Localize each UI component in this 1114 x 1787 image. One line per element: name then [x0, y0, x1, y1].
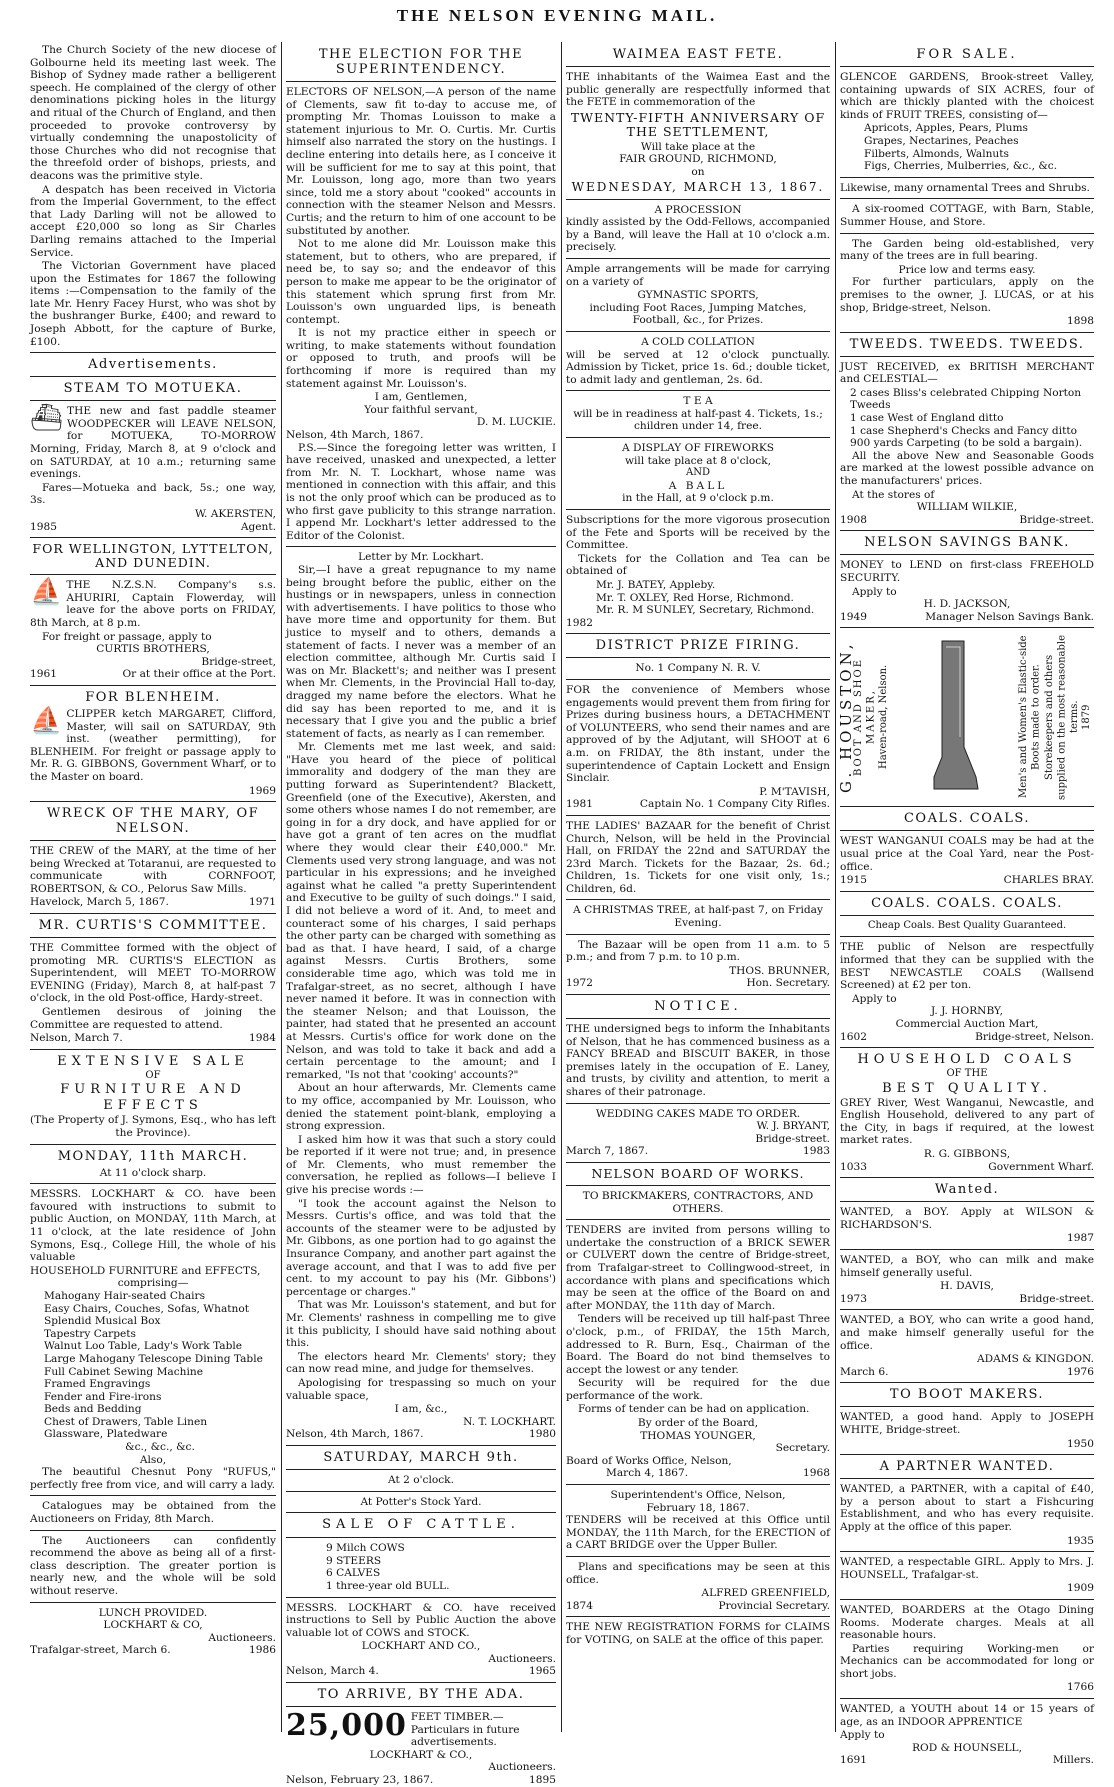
- ad-number: 1908: [840, 513, 867, 526]
- ad-number: 1950: [1067, 1437, 1094, 1450]
- ad-heading: FOR SALE.: [916, 47, 1018, 62]
- ad-body: TENDERS are invited from persons willing to undertake the construction of a BRICK SEWER or CULVERT down the centre of Bridge-street, from Trafalgar-street to Collingwood-street, in accordance with plans and specifications which may be seen at the office of the Board on and after MONDAY, the 11th day of March.: [566, 1224, 830, 1312]
- ad-heading: TWENTY-FIFTH ANNIVERSARY OF THE SETTLEMENT,: [570, 109, 826, 139]
- ad-text: will take place at 8 o'clock,: [624, 454, 772, 467]
- ad-subheading: A DISPLAY OF FIREWORKS: [621, 442, 775, 455]
- ad-body: JUST RECEIVED, ex BRITISH MERCHANT and CELESTIAL—: [840, 360, 1094, 386]
- ad-text: Plans and specifications may be seen at this office.: [566, 1561, 830, 1586]
- ad-signature: H. D. JACKSON,: [923, 598, 1011, 611]
- ad-body: MESSRS. LOCKHART & CO. have been favoured with instructions to submit to public Auction, on MONDAY, 11th March, at 11 o'clock, at the late residence of John Symons, Esq., College Hill, the whole of his valuable: [30, 1188, 276, 1264]
- ad-number: 1602: [840, 1030, 867, 1043]
- letter-signature: D. M. LUCKIE.: [476, 416, 556, 429]
- ad-number: 1971: [249, 896, 276, 909]
- ad-signature: CHARLES BRAY.: [1003, 874, 1094, 887]
- article-paragraph: P.S.—Since the foregoing letter was written, I have received, unasked and unexpected, a letter from Mr. N. T. Lockhart, whose name was mentioned in connection with this affair, and this is not the only proof which can be produced as to who first gave publicity to this strange narration. I append Mr. Lockhart's letter addressed to the Editor of the Colonist.: [286, 441, 556, 542]
- ship-icon: ⛵: [30, 705, 63, 736]
- news-paragraph: The Church Society of the new diocese of Golbourne held its meeting last week. The Bishop of Sydney made rather a belligerent speech. He complained of the clergy of other denominations picking holes in the liturgy and ritual of the Church of England, and then proceeded to provoke controversy by virtually condemning the unapostolicity of those Churches who did not recognise that the threefold order of bishops, priests, and deacons was the primitive style.: [30, 44, 276, 182]
- letter-date: Nelson, 4th March, 1867.: [286, 1428, 424, 1441]
- ad-text: At 11 o'clock sharp.: [99, 1166, 207, 1179]
- list-item: Glassware, Platedware: [44, 1428, 168, 1441]
- ad-body: THE NEW REGISTRATION FORMS for CLAIMS for VOTING, on SALE at the office of this paper.: [566, 1621, 830, 1646]
- list-item: Mr. T. OXLEY, Red Horse, Richmond.: [596, 591, 794, 604]
- ad-number: 1949: [840, 610, 867, 623]
- ad-heading: STEAM TO MOTUEKA.: [63, 381, 243, 397]
- ad-number: 1879: [1081, 704, 1093, 731]
- ad-text: Security will be required for the due performance of the work.: [566, 1377, 830, 1402]
- ad-signature: ALFRED GREENFIELD,: [701, 1587, 830, 1600]
- list-item: Splendid Musical Box: [44, 1315, 161, 1328]
- ad-text: By order of the Board,: [637, 1417, 759, 1430]
- ad-signature: H. DAVIS,: [940, 1280, 994, 1293]
- ad-body: WANTED, a good hand. Apply to JOSEPH WHITE, Bridge-street.: [840, 1411, 1094, 1436]
- article-paragraph: About an hour afterwards, Mr. Clements came to my office, accompanied by Mr. Louisson, who denied the statement point-blank, employing a strong expression.: [286, 1082, 556, 1133]
- ad-heading: NELSON BOARD OF WORKS.: [591, 1165, 805, 1181]
- ad-role: Auctioneers.: [208, 1631, 276, 1644]
- ad-signature: Bridge-street,: [201, 655, 276, 668]
- ad-subheading: TO BRICKMAKERS, CONTRACTORS, AND OTHERS.: [582, 1189, 814, 1215]
- ad-number: 1909: [1067, 1582, 1094, 1595]
- ad-date: Superintendent's Office, Nelson,: [610, 1489, 786, 1502]
- ad-text: HOUSEHOLD FURNITURE and EFFECTS,: [30, 1264, 261, 1277]
- list-item: 9 STEERS: [326, 1554, 382, 1567]
- ad-heading: MR. CURTIS'S COMMITTEE.: [38, 918, 268, 934]
- ad-date: March 6.: [840, 1365, 889, 1378]
- news-paragraph: The Victorian Government have placed upon the Estimates for 1867 the following items :—Compensation to the family of the late Mr. Henry Facey Hurst, who was shot by the bushranger Burke, £400; and reward to Joseph Abbott, for the capture of Burke, £100.: [30, 260, 276, 348]
- ad-signature: Or at their office at the Port.: [122, 668, 276, 681]
- ad-date: Nelson, March 7.: [30, 1032, 123, 1045]
- ad-text: The Garden being old-established, very many of the trees are in full bearing.: [840, 237, 1094, 263]
- ad-text: The Bazaar will be open from 11 a.m. to 5 p.m.; and from 7 p.m. to 10 p.m.: [566, 938, 830, 964]
- ad-heading: TO ARRIVE, BY THE ADA.: [317, 1687, 525, 1703]
- ad-text: Likewise, many ornamental Trees and Shrubs.: [840, 181, 1090, 194]
- ad-text: OF THE: [946, 1068, 988, 1080]
- ad-heading: Wanted.: [934, 1182, 1000, 1198]
- ad-text: Price low and terms easy.: [898, 263, 1036, 276]
- ad-text: For further particulars, apply on the premises to the owner, J. LUCAS, or at his shop, Bridge-street, Nelson.: [840, 276, 1094, 314]
- ad-role: Auctioneers.: [488, 1761, 556, 1774]
- ad-text: in the Hall, at 9 o'clock p.m.: [622, 492, 774, 505]
- ad-number: 1983: [803, 1145, 830, 1158]
- ad-role: Auctioneers.: [488, 1652, 556, 1665]
- ad-text: Catalogues may be obtained from the Auctioneers on Friday, 8th March.: [30, 1500, 276, 1526]
- boot-illustration-icon: [890, 632, 1018, 802]
- ad-text: Storekeepers and others supplied on the most reasonable terms.: [1043, 634, 1080, 800]
- article-paragraph: Apologising for trespassing so much on your valuable space,: [286, 1376, 556, 1402]
- ad-number: 1961: [30, 668, 57, 681]
- ad-heading: WAIMEA EAST FETE.: [612, 47, 784, 62]
- ad-number: 1982: [566, 616, 593, 629]
- ad-number: 1968: [803, 1467, 830, 1480]
- ad-heading: HOUSEHOLD COALS: [857, 1052, 1077, 1068]
- ad-role: Hon. Secretary.: [746, 977, 830, 990]
- ad-body: WEST WANGANUI COALS may be had at the usual price at the Coal Yard, near the Post-office.: [840, 835, 1094, 873]
- ad-text: OF: [145, 1069, 161, 1081]
- news-paragraph: A despatch has been received in Victoria from the Imperial Government, to the effect that Lady Darling will not be allowed to accept £20,000 so long as Sir Charles Darling remains attached to the Imperial Service.: [30, 183, 276, 259]
- ad-text: All the above New and Seasonable Goods are marked at the lowest possible advance on the manufacturers' prices.: [840, 449, 1094, 488]
- ad-role: Captain No. 1 Company City Rifles.: [639, 798, 830, 811]
- list-item: Mr. J. BATEY, Appleby.: [596, 579, 716, 591]
- article-paragraph: I asked him how it was that such a story could be reported if it were not true; and, in presence of Mr. Clements, who must remember the conversation, he replied as follows—I believe I give his precise words :—: [286, 1133, 556, 1197]
- ad-body: WANTED, a BOY, who can write a good hand, and make himself generally useful for the office.: [840, 1314, 1094, 1352]
- ad-body: THE inhabitants of the Waimea East and the public generally are respectfully informed that the FETE in commemoration of the: [566, 71, 830, 109]
- ad-number: 1766: [1067, 1681, 1094, 1694]
- ad-text: Also,: [139, 1453, 167, 1466]
- ad-signature: W. AKERSTEN,: [194, 508, 276, 520]
- list-item: 1 case West of England ditto: [850, 412, 1004, 425]
- ad-role: Secretary.: [775, 1442, 830, 1455]
- ad-signature: J. J. HORNBY,: [930, 1005, 1004, 1018]
- ad-signature: CURTIS BROTHERS,: [96, 643, 210, 656]
- ad-text: Forms of tender can be had on application.: [578, 1403, 810, 1416]
- ad-subheading: A PROCESSION: [654, 203, 742, 216]
- ad-date: Trafalgar-street, March 6.: [30, 1644, 171, 1657]
- divider: [30, 352, 276, 353]
- ad-signature: Bridge-street, Nelson.: [975, 1030, 1094, 1043]
- ad-text: At Potter's Stock Yard.: [360, 1495, 482, 1508]
- list-item: 900 yards Carpeting (to be sold a bargain).: [850, 437, 1083, 450]
- ad-subheading: A BALL: [668, 479, 728, 492]
- ad-number: 1935: [1067, 1534, 1094, 1547]
- ad-text: FEET TIMBER.—Particulars in future advertisements.: [410, 1711, 520, 1749]
- ad-signature: ROD & HOUNSELL,: [912, 1741, 1022, 1754]
- column-2: [286, 44, 556, 1787]
- list-item: Figs, Cherries, Mulberries, &c., &c.: [864, 160, 1058, 173]
- ad-body: THE public of Nelson are respectfully informed that they can be supplied with the BEST NEWCASTLE COALS (Wallsend Screened) at £2 per ton.: [840, 941, 1094, 992]
- ad-subheading: GYMNASTIC SPORTS,: [637, 289, 759, 302]
- ad-number: 1898: [1067, 315, 1094, 328]
- ad-number: 1984: [249, 1032, 276, 1045]
- ad-role: Agent.: [240, 520, 276, 533]
- ad-text: AND: [686, 467, 710, 479]
- masthead: THE NELSON EVENING MAIL.: [396, 6, 718, 25]
- ad-role: Provincial Secretary.: [718, 1599, 830, 1612]
- ad-number: 1972: [566, 977, 593, 990]
- column-4: [837, 44, 1094, 1767]
- ad-text: will be in readiness at half-past 4. Tickets, 1s.; children under 14, free.: [573, 407, 823, 433]
- column-3: [566, 44, 830, 1728]
- letter-closing: Your faithful servant,: [364, 403, 478, 416]
- list-item: Filberts, Almonds, Walnuts: [864, 147, 1009, 160]
- ad-text: Apply to: [852, 992, 897, 1005]
- ad-text: Parties requiring Working-men or Mechanics can be accommodated for long or short jobs.: [840, 1642, 1094, 1680]
- ad-heading: WRECK OF THE MARY, OF NELSON.: [46, 806, 260, 837]
- article-paragraph: Not to me alone did Mr. Louisson make this statement, but to others, who are prepared, if need be, to say so; and the endeavor of this person to make me appear to be the originator of this statement which sprung first from Mr. Louisson's own unguarded lips, is beneath contempt.: [286, 238, 556, 326]
- ad-heading: SATURDAY, MARCH 9th.: [323, 1449, 519, 1465]
- ad-text: comprising—: [117, 1277, 189, 1290]
- ad-body: WANTED, a BOY, who can milk and make himself generally useful.: [840, 1254, 1094, 1279]
- ad-body: THE Committee formed with the object of promoting MR. CURTIS'S ELECTION as Superintendent, will MEET TO-MORROW EVENING (Friday), March 8, at half-past 7 o'clock, in the old Post-office, Hardy-street.: [30, 942, 276, 1005]
- ad-text: For freight or passage, apply to: [42, 630, 212, 643]
- ad-text: will be served at 12 o'clock punctually. Admission by Ticket, price 1s. 6d.; double ticket, to admit lady and gentleman, 2s. 6d.: [566, 348, 830, 386]
- ad-body: WANTED, a PARTNER, with a capital of £40, by a person about to start a Fishcuring Establishment, and who has every requisite. Apply at the office of this paper.: [840, 1483, 1094, 1533]
- steamer-icon: ⛴: [30, 403, 64, 434]
- ad-signature: LOCKHART AND CO.,: [361, 1640, 481, 1653]
- ad-signature: THOS. BRUNNER,: [729, 964, 830, 977]
- ad-body: WANTED, BOARDERS at the Otago Dining Rooms. Moderate charges. Meals at all reasonable hours.: [840, 1603, 1094, 1642]
- ad-signature: Bridge-street.: [1019, 513, 1094, 526]
- article-paragraph: The electors heard Mr. Clements' story; they can now read mine, and judge for themselves.: [286, 1350, 556, 1376]
- ad-heading: COALS. COALS.: [903, 811, 1031, 827]
- list-item: 2 cases Bliss's celebrated Chipping Norton Tweeds: [850, 386, 1082, 412]
- ad-text: At the stores of: [852, 488, 935, 501]
- ad-text: Gentlemen desirous of joining the Committee are requested to attend.: [30, 1006, 276, 1031]
- letter-heading: Letter by Mr. Lockhart.: [358, 551, 484, 564]
- letter-signature: N. T. LOCKHART.: [463, 1415, 556, 1428]
- column-rule: [281, 42, 282, 1732]
- list-item: Beds and Bedding: [44, 1403, 142, 1416]
- ad-text: Men's and Women's Elastic-side Boots made to order.: [1018, 636, 1043, 799]
- ad-number: 1980: [529, 1428, 556, 1441]
- article-paragraph: ELECTORS OF NELSON,—A person of the name of Clements, saw fit to-day to accuse me, of prompting Mr. Thomas Louisson to make a statement injurious to Mr. O. Curtis. Mr. Curtis himself also narrated the story on the hustings. I decline entering into details here, as I conceive it will be sufficient for me to say at this point, that Mr. Louisson, long ago, more than two years since, told me a story about "cooked" accounts in connection with the steamer Nelson and Messrs. Curtis; and the return to him of one account to be substituted by another.: [286, 86, 556, 237]
- column-1: [30, 44, 276, 1728]
- ad-text: WEDDING CAKES MADE TO ORDER.: [595, 1107, 801, 1120]
- list-item: Framed Engravings: [44, 1378, 151, 1391]
- ad-date: Nelson, February 23, 1867.: [286, 1774, 434, 1787]
- ad-text: Haven-road, Nelson.: [877, 665, 889, 770]
- ship-icon: ⛵: [30, 577, 63, 608]
- letter-closing: I am, &c.,: [394, 1403, 448, 1416]
- ad-big-number: 25,000: [286, 1708, 407, 1744]
- list-item: Walnut Loo Table, Lady's Work Table: [44, 1340, 243, 1353]
- ad-number: 1895: [529, 1774, 556, 1787]
- ad-text: The Auctioneers can confidently recommend the above as being all of a first-class description. The greater portion is nearly new, and the whole will be sold without reserve.: [30, 1534, 276, 1597]
- ad-signature: LOCKHART & CO,: [103, 1619, 203, 1632]
- stock-list: [286, 1542, 556, 1592]
- list-item: Fender and Fire-irons: [44, 1390, 162, 1403]
- ad-signature: ADAMS & KINGDON.: [976, 1353, 1094, 1366]
- ad-number: 1691: [840, 1754, 867, 1767]
- ad-text: Tickets for the Collation and Tea can be obtained of: [566, 552, 830, 578]
- article-paragraph: That was Mr. Louisson's statement, and but for Mr. Clements' rashness in compelling me to give it this publicity, I should have said nothing about this.: [286, 1299, 556, 1350]
- ad-body: THE LADIES' BAZAAR for the benefit of Christ Church, Nelson, will be held in the Provincial Hall, on FRIDAY the 22nd and SATURDAY the 23rd March. Tickets for the Bazaar, 2s. 6d.; Children, 1s. Tickets for one visit only, 1s.; Children, 6d.: [566, 819, 830, 895]
- ad-text: At 2 o'clock.: [388, 1473, 454, 1486]
- ad-body: MESSRS. LOCKHART & CO. have received instructions to Sell by Public Auction the above valuable lot of COWS and STOCK.: [286, 1601, 556, 1639]
- sale-heading: FURNITURE AND EFFECTS: [60, 1082, 246, 1114]
- ad-body: CLIPPER ketch MARGARET, Clifford, Master, will sail on SATURDAY, 9th inst. (weather permitting), for BLENHEIM. For freight or passage apply to Mr. R. G. GIBBONS, Government Wharf, or to the Master on board.: [30, 707, 276, 783]
- ad-date: March 7, 1867.: [566, 1145, 649, 1158]
- ad-text: Fares—Motueka and back, 5s.; one way, 3s.: [30, 481, 276, 507]
- ad-signature: P. M'TAVISH,: [759, 785, 830, 798]
- ad-text: A CHRISTMAS TREE, at half-past 7, on Friday Evening.: [573, 904, 823, 930]
- ad-text: Apply to: [852, 585, 897, 598]
- ad-text: Will take place at the: [640, 140, 756, 153]
- ad-heading: WEDNESDAY, MARCH 13, 1867.: [571, 179, 825, 194]
- ad-text: Apply to: [840, 1729, 885, 1742]
- ad-subheading: BOOT AND SHOE MAKER,: [852, 658, 877, 777]
- ad-signature: R. G. GIBBONS,: [923, 1148, 1011, 1161]
- ad-number: 1969: [249, 784, 276, 797]
- article-paragraph: "I took the account against the Nelson to Messrs. Curtis's office, and was told that the accounts of the steamer were to be adjusted by Mr. Gibbons, as one portion had to go against the Insurance Company, and another part against the average account, and that I was to add five per cent. to my account to pay his (Mr. Gibbons') percentage or charges.": [286, 1197, 556, 1298]
- list-item: 1 three-year old BULL.: [326, 1579, 450, 1592]
- ad-body: WANTED, a BOY. Apply at WILSON & RICHARDSON'S.: [840, 1206, 1094, 1231]
- ad-heading: G. HOUSTON,: [837, 641, 855, 794]
- list-item: Mahogany Hair-seated Chairs: [44, 1289, 206, 1302]
- list-item: 9 Milch COWS: [326, 1542, 405, 1555]
- ad-signature: WILLIAM WILKIE,: [916, 501, 1018, 514]
- ad-text: Subscriptions for the more vigorous prosecution of the Fete and Sports will be received by the Committee.: [566, 514, 830, 552]
- letter-closing: I am, Gentlemen,: [374, 391, 468, 404]
- ad-subheading: A COLD COLLATION: [641, 335, 755, 348]
- article-paragraph: Mr. Clements met me last week, and said: "Have you heard of the piece of political immorality and dodgery of the man they are putting forward as Superintendent? Blackett, Greenfield (one of the Executive), Akersten, and some others whose names I do not remember, are going in for a dry dock, and have applied for or have got a grant of ten acres on the mudflat where they would clear their £40,000." Mr. Clements used very strong language, and was not particular in his expressions; and he inveighed against what he called "a pretty Superintendent and Executive to be guilty of such doings." I said, I did not believe a word of it. And, to meet and counteract some of his charges, I said perhaps the other party can be charged with something as bad as that. I have heard, I said, of a charge against Messrs. Curtis Brothers, some considerable time ago, which was told me in Trafalgar-street, as no secret, although I have never named it before. It was in connection with the steamer Nelson; and that Louisson, the painter, had stated that he presented an account at Messrs. Curtis's office for work done on the Nelson, and was told to take it back and add a certain percentage to the amount; and I remarked, "Is not that 'cooking' accounts?": [286, 741, 556, 1081]
- ad-heading: DISTRICT PRIZE FIRING.: [595, 638, 801, 654]
- ad-subheading: Cheap Coals. Best Quality Guaranteed.: [867, 919, 1067, 931]
- article-heading: THE ELECTION FOR THE SUPERINTENDENCY.: [318, 47, 524, 77]
- ad-heading: TWEEDS. TWEEDS. TWEEDS.: [849, 336, 1085, 352]
- list-item: Apricots, Apples, Pears, Plums: [864, 122, 1028, 135]
- ad-body: THE CREW of the MARY, at the time of her being Wrecked at Totaranui, are requested to communicate with CORNFOOT, ROBERTSON, & CO., Pelorus Saw Mills.: [30, 845, 276, 895]
- ad-number: 1986: [249, 1644, 276, 1657]
- ad-text: kindly assisted by the Odd-Fellows, accompanied by a Band, will leave the Hall at 10 o'clock a.m. precisely.: [566, 216, 830, 254]
- ad-number: 1987: [1067, 1232, 1094, 1245]
- ad-subheading: No. 1 Company N. R. V.: [635, 662, 761, 675]
- ad-role: Millers.: [1052, 1754, 1094, 1767]
- ad-date: February 18, 1867.: [646, 1501, 750, 1514]
- ad-subheading: T E A: [683, 395, 713, 408]
- ad-role: Government Wharf.: [988, 1160, 1094, 1173]
- list-item: Full Cabinet Sewing Machine: [44, 1365, 203, 1378]
- column-rule: [835, 42, 836, 1732]
- ad-heading: A PARTNER WANTED.: [879, 1459, 1055, 1475]
- ad-date: Havelock, March 5, 1867.: [30, 896, 169, 909]
- sale-heading: EXTENSIVE SALE: [57, 1053, 249, 1069]
- ad-number: 1985: [30, 520, 57, 533]
- ad-number: 1973: [840, 1292, 867, 1305]
- ad-body: WANTED, a YOUTH about 14 or 15 years of age, as an INDOOR APPRENTICE: [840, 1703, 1094, 1728]
- ad-text: including Foot Races, Jumping Matches, Football, &c., for Prizes.: [589, 301, 807, 327]
- list-item: Grapes, Nectarines, Peaches: [864, 134, 1019, 147]
- ad-body: MONEY to LEND on first-class FREEHOLD SECURITY.: [840, 559, 1094, 584]
- ad-signature: W. J. BRYANT,: [756, 1120, 830, 1133]
- list-item: &c., &c., &c.: [125, 1441, 195, 1454]
- ad-date: Nelson, March 4.: [286, 1665, 379, 1678]
- ad-text: LUNCH PROVIDED.: [98, 1606, 208, 1619]
- ad-body: FOR the convenience of Members whose engagements would prevent them from firing for Prizes during business hours, a DETACHMENT of VOLUNTEERS, who send their names and are approved of by the Adjutant, will SHOOT at 6 a.m. on FRIDAY, the 8th instant, under the superintendence of Captain Lockett and Ensign Sinclair.: [566, 683, 830, 785]
- list-item: Easy Chairs, Couches, Sofas, Whatnot: [44, 1302, 249, 1315]
- ad-body: THE undersigned begs to inform the Inhabitants of Nelson, that he has commenced business as a FANCY BREAD and BISCUIT BAKER, in those premises lately in the occupation of E. Laney, and trusts, by civility and attention, to merit a shares of their patronage.: [566, 1023, 830, 1098]
- ad-heading: FOR BLENHEIM.: [85, 689, 221, 705]
- ad-number: 1915: [840, 874, 867, 887]
- ad-number: 1965: [529, 1665, 556, 1678]
- advertisements-heading: Advertisements.: [88, 357, 218, 373]
- ad-number: 1981: [566, 798, 593, 811]
- list-item: Chest of Drawers, Table Linen: [44, 1415, 208, 1428]
- ad-date: March 4, 1867.: [606, 1467, 689, 1480]
- ad-heading: NELSON SAVINGS BANK.: [864, 535, 1070, 551]
- list-item: 6 CALVES: [326, 1567, 381, 1580]
- ad-signature: Commercial Auction Mart,: [895, 1017, 1039, 1030]
- ad-text: FAIR GROUND, RICHMOND,: [619, 153, 777, 166]
- ad-signature: THOMAS YOUNGER,: [640, 1429, 756, 1442]
- ad-heading: MONDAY, 11th MARCH.: [57, 1148, 249, 1164]
- divider: [30, 376, 276, 377]
- ad-heading: COALS. COALS. COALS.: [871, 895, 1063, 911]
- boot-maker-ad: [837, 632, 1094, 802]
- ad-body: THE N.Z.S.N. Company's s.s. AHURIRI, Captain Flowerday, will leave for the above ports on FRIDAY, 8th March, at 8 p.m.: [30, 579, 276, 629]
- list-item: Large Mahogany Telescope Dining Table: [44, 1352, 263, 1365]
- list-item: Tapestry Carpets: [44, 1327, 136, 1340]
- ad-number: 1874: [566, 1599, 593, 1612]
- ad-text: The beautiful Chesnut Pony "RUFUS," perfectly free from vice, and will carry a lady.: [30, 1466, 276, 1491]
- ad-body: TENDERS will be received at this Office until MONDAY, the 11th March, for the ERECTION of a CART BRIDGE over the Upper Buller.: [566, 1514, 830, 1552]
- list-item: 1 case Shepherd's Checks and Fancy ditto: [850, 424, 1077, 437]
- ad-text: Tenders will be received up till half-past Three o'clock, p.m., of FRIDAY, the 15th March, addressed to R. Burn, Esq., Chairman of the Board. The Board do not bind themselves to accept the lowest or any tender.: [566, 1313, 830, 1376]
- ad-signature: LOCKHART & CO.,: [369, 1748, 473, 1761]
- article-paragraph: Sir,—I have a great repugnance to my name being brought before the public, either on the hustings or in newspapers, unless in connection with advertisements. I have politics to those who have more time and opportunity for them. But justice to myself and to others, demands a statement of facts. I never was a member of an election committee, although Mr. Curtis said I was on Mr. Blackett's; and neither was I present when Mr. Clements, in the Provincial Hall to-day, dragged my name before the electors. What he did say has been reported to me, and it is necessary that I give you and the public a brief statement of facts, as nearly as I can remember.: [286, 563, 556, 740]
- ad-heading: BEST QUALITY.: [882, 1080, 1052, 1096]
- column-rule: [561, 42, 562, 1732]
- ad-heading: FOR WELLINGTON, LYTTELTON, AND DUNEDIN.: [32, 541, 274, 571]
- ad-number: 1033: [840, 1160, 867, 1173]
- ad-role: Manager Nelson Savings Bank.: [925, 610, 1094, 623]
- ad-signature: Bridge-street.: [1019, 1292, 1094, 1305]
- ad-heading: NOTICE.: [654, 999, 742, 1015]
- ad-signature: Bridge-street.: [755, 1132, 830, 1145]
- ad-heading: TO BOOT MAKERS.: [889, 1387, 1045, 1403]
- article-paragraph: It is not my practice either in speech or writing, to make statements without foundation or opposed to truth, and proofs will be forthcoming if more is required than my statement against Mr. Louisson's.: [286, 327, 556, 390]
- ad-date: Board of Works Office, Nelson,: [566, 1454, 732, 1467]
- ad-body: WANTED, a respectable GIRL. Apply to Mrs. J. HOUNSELL, Trafalgar-st.: [840, 1556, 1094, 1581]
- ad-text: Ample arrangements will be made for carrying on a variety of: [566, 262, 830, 288]
- ad-body: THE new and fast paddle steamer WOODPECKER will LEAVE NELSON, for MOTUEKA, TO-MORROW Morning, Friday, March 8, at 9 o'clock and on SATURDAY, at 10 a.m.; returning same evenings.: [30, 405, 276, 481]
- ad-text: A six-roomed COTTAGE, with Barn, Stable, Summer House, and Store.: [840, 203, 1094, 228]
- ad-text: on: [691, 165, 705, 178]
- sale-heading: SALE OF CATTLE.: [322, 1517, 520, 1533]
- list-item: Mr. R. M SUNLEY, Secretary, Richmond.: [596, 604, 815, 617]
- ad-body: GLENCOE GARDENS, Brook-street Valley, containing upwards of SIX ACRES, four of which are thickly planted with the choicest kinds of FRUIT TREES, consisting of—: [840, 71, 1094, 121]
- item-list: [30, 1290, 276, 1454]
- letter-date: Nelson, 4th March, 1867.: [286, 429, 424, 442]
- ad-body: GREY River, West Wanganui, Newcastle, and English Household, delivered to any part of the City, in bags if required, at the lowest market rates.: [840, 1096, 1094, 1147]
- ad-text: (The Property of J. Symons, Esq., who has left the Province).: [30, 1114, 276, 1139]
- ad-number: 1976: [1067, 1365, 1094, 1378]
